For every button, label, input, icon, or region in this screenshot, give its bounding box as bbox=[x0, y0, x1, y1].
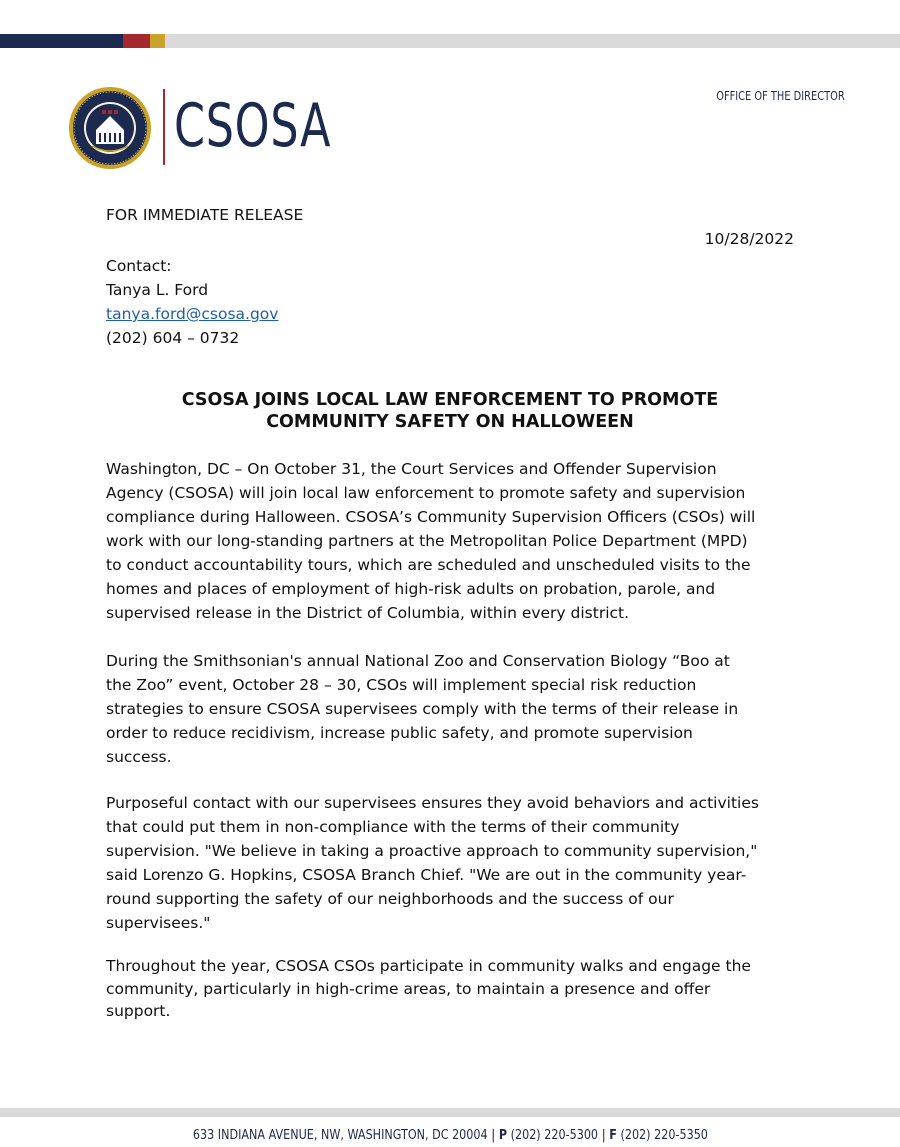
footer-separator: | bbox=[490, 1128, 495, 1143]
body-line: Throughout the year, CSOSA CSOs participate in community walks and engage the bbox=[106, 957, 751, 975]
footer-fax-label: F bbox=[608, 1128, 617, 1143]
top-bar-red-segment bbox=[123, 34, 150, 48]
contact-phone: (202) 604 – 0732 bbox=[106, 329, 240, 347]
headline-line-2: COMMUNITY SAFETY ON HALLOWEEN bbox=[266, 412, 634, 432]
body-paragraph-1 bbox=[106, 457, 806, 625]
body-line: strategies to ensure CSOSA supervisees comply with the terms of their release in bbox=[106, 700, 739, 718]
body-line: Washington, DC – On October 31, the Court Services and Offender Supervision bbox=[106, 460, 717, 478]
footer-address: 633 INDIANA AVENUE, NW, WASHINGTON, DC 20004 bbox=[192, 1128, 488, 1143]
body-line: compliance during Halloween. CSOSA’s Community Supervision Officers (CSOs) will bbox=[106, 508, 756, 526]
top-bar-gray-segment bbox=[165, 34, 900, 48]
office-of-director-label: OFFICE OF THE DIRECTOR bbox=[716, 89, 845, 103]
body-line: said Lorenzo G. Hopkins, CSOSA Branch Chief. "We are out in the community year- bbox=[106, 866, 747, 884]
body-line: to conduct accountability tours, which are scheduled and unscheduled visits to the bbox=[106, 556, 751, 574]
footer-separator: | bbox=[601, 1128, 606, 1143]
footer-phone: (202) 220-5300 bbox=[510, 1128, 598, 1143]
footer-address-bar bbox=[0, 1128, 900, 1143]
headline-line-1: CSOSA JOINS LOCAL LAW ENFORCEMENT TO PROMOTE bbox=[181, 390, 719, 410]
body-paragraph-4 bbox=[106, 955, 806, 1023]
footer-fax: (202) 220-5350 bbox=[620, 1128, 708, 1143]
body-line: supervised release in the District of Columbia, within every district. bbox=[106, 604, 630, 622]
body-line: community, particularly in high-crime areas, to maintain a presence and offer bbox=[106, 979, 711, 998]
body-line: Agency (CSOSA) will join local law enforcement to promote safety and supervision bbox=[106, 484, 746, 502]
body-line: supervision. "We believe in taking a proactive approach to community supervision," bbox=[106, 842, 758, 860]
body-line: homes and places of employment of high-risk adults on probation, parole, and bbox=[106, 580, 716, 598]
body-paragraph-3 bbox=[106, 791, 806, 935]
contact-email-link[interactable]: tanya.ford@csosa.gov bbox=[106, 305, 279, 323]
release-date: 10/28/2022 bbox=[704, 230, 794, 248]
top-bar-gold-segment bbox=[150, 34, 165, 48]
contact-name: Tanya L. Ford bbox=[106, 281, 209, 299]
csosa-seal-icon bbox=[68, 86, 152, 170]
release-label: FOR IMMEDIATE RELEASE bbox=[106, 206, 304, 224]
body-line: Purposeful contact with our supervisees ensures they avoid behaviors and activities bbox=[106, 794, 759, 812]
footer-divider-bar bbox=[0, 1108, 900, 1117]
body-line: that could put them in non-compliance with the terms of their community bbox=[106, 818, 680, 836]
body-paragraph-2 bbox=[106, 649, 806, 769]
logo-wordmark: CSOSA bbox=[174, 91, 332, 161]
footer-phone-label: P bbox=[498, 1128, 507, 1143]
top-color-bar bbox=[0, 34, 900, 48]
contact-block bbox=[106, 254, 278, 350]
contact-label: Contact: bbox=[106, 257, 172, 275]
body-line: During the Smithsonian's annual National Zoo and Conservation Biology “Boo at bbox=[106, 652, 730, 670]
body-line: order to reduce recidivism, increase public safety, and promote supervision bbox=[106, 724, 693, 742]
body-line: success. bbox=[106, 748, 172, 766]
headline bbox=[106, 389, 794, 433]
body-line: support. bbox=[106, 1002, 171, 1020]
body-line: the Zoo” event, October 28 – 30, CSOs will implement special risk reduction bbox=[106, 676, 697, 694]
logo-divider bbox=[163, 89, 165, 165]
body-line: round supporting the safety of our neighborhoods and the success of our bbox=[106, 890, 674, 908]
body-line: work with our long-standing partners at the Metropolitan Police Department (MPD) bbox=[106, 532, 748, 550]
top-bar-navy-segment bbox=[0, 34, 123, 48]
body-line: supervisees." bbox=[106, 914, 211, 932]
